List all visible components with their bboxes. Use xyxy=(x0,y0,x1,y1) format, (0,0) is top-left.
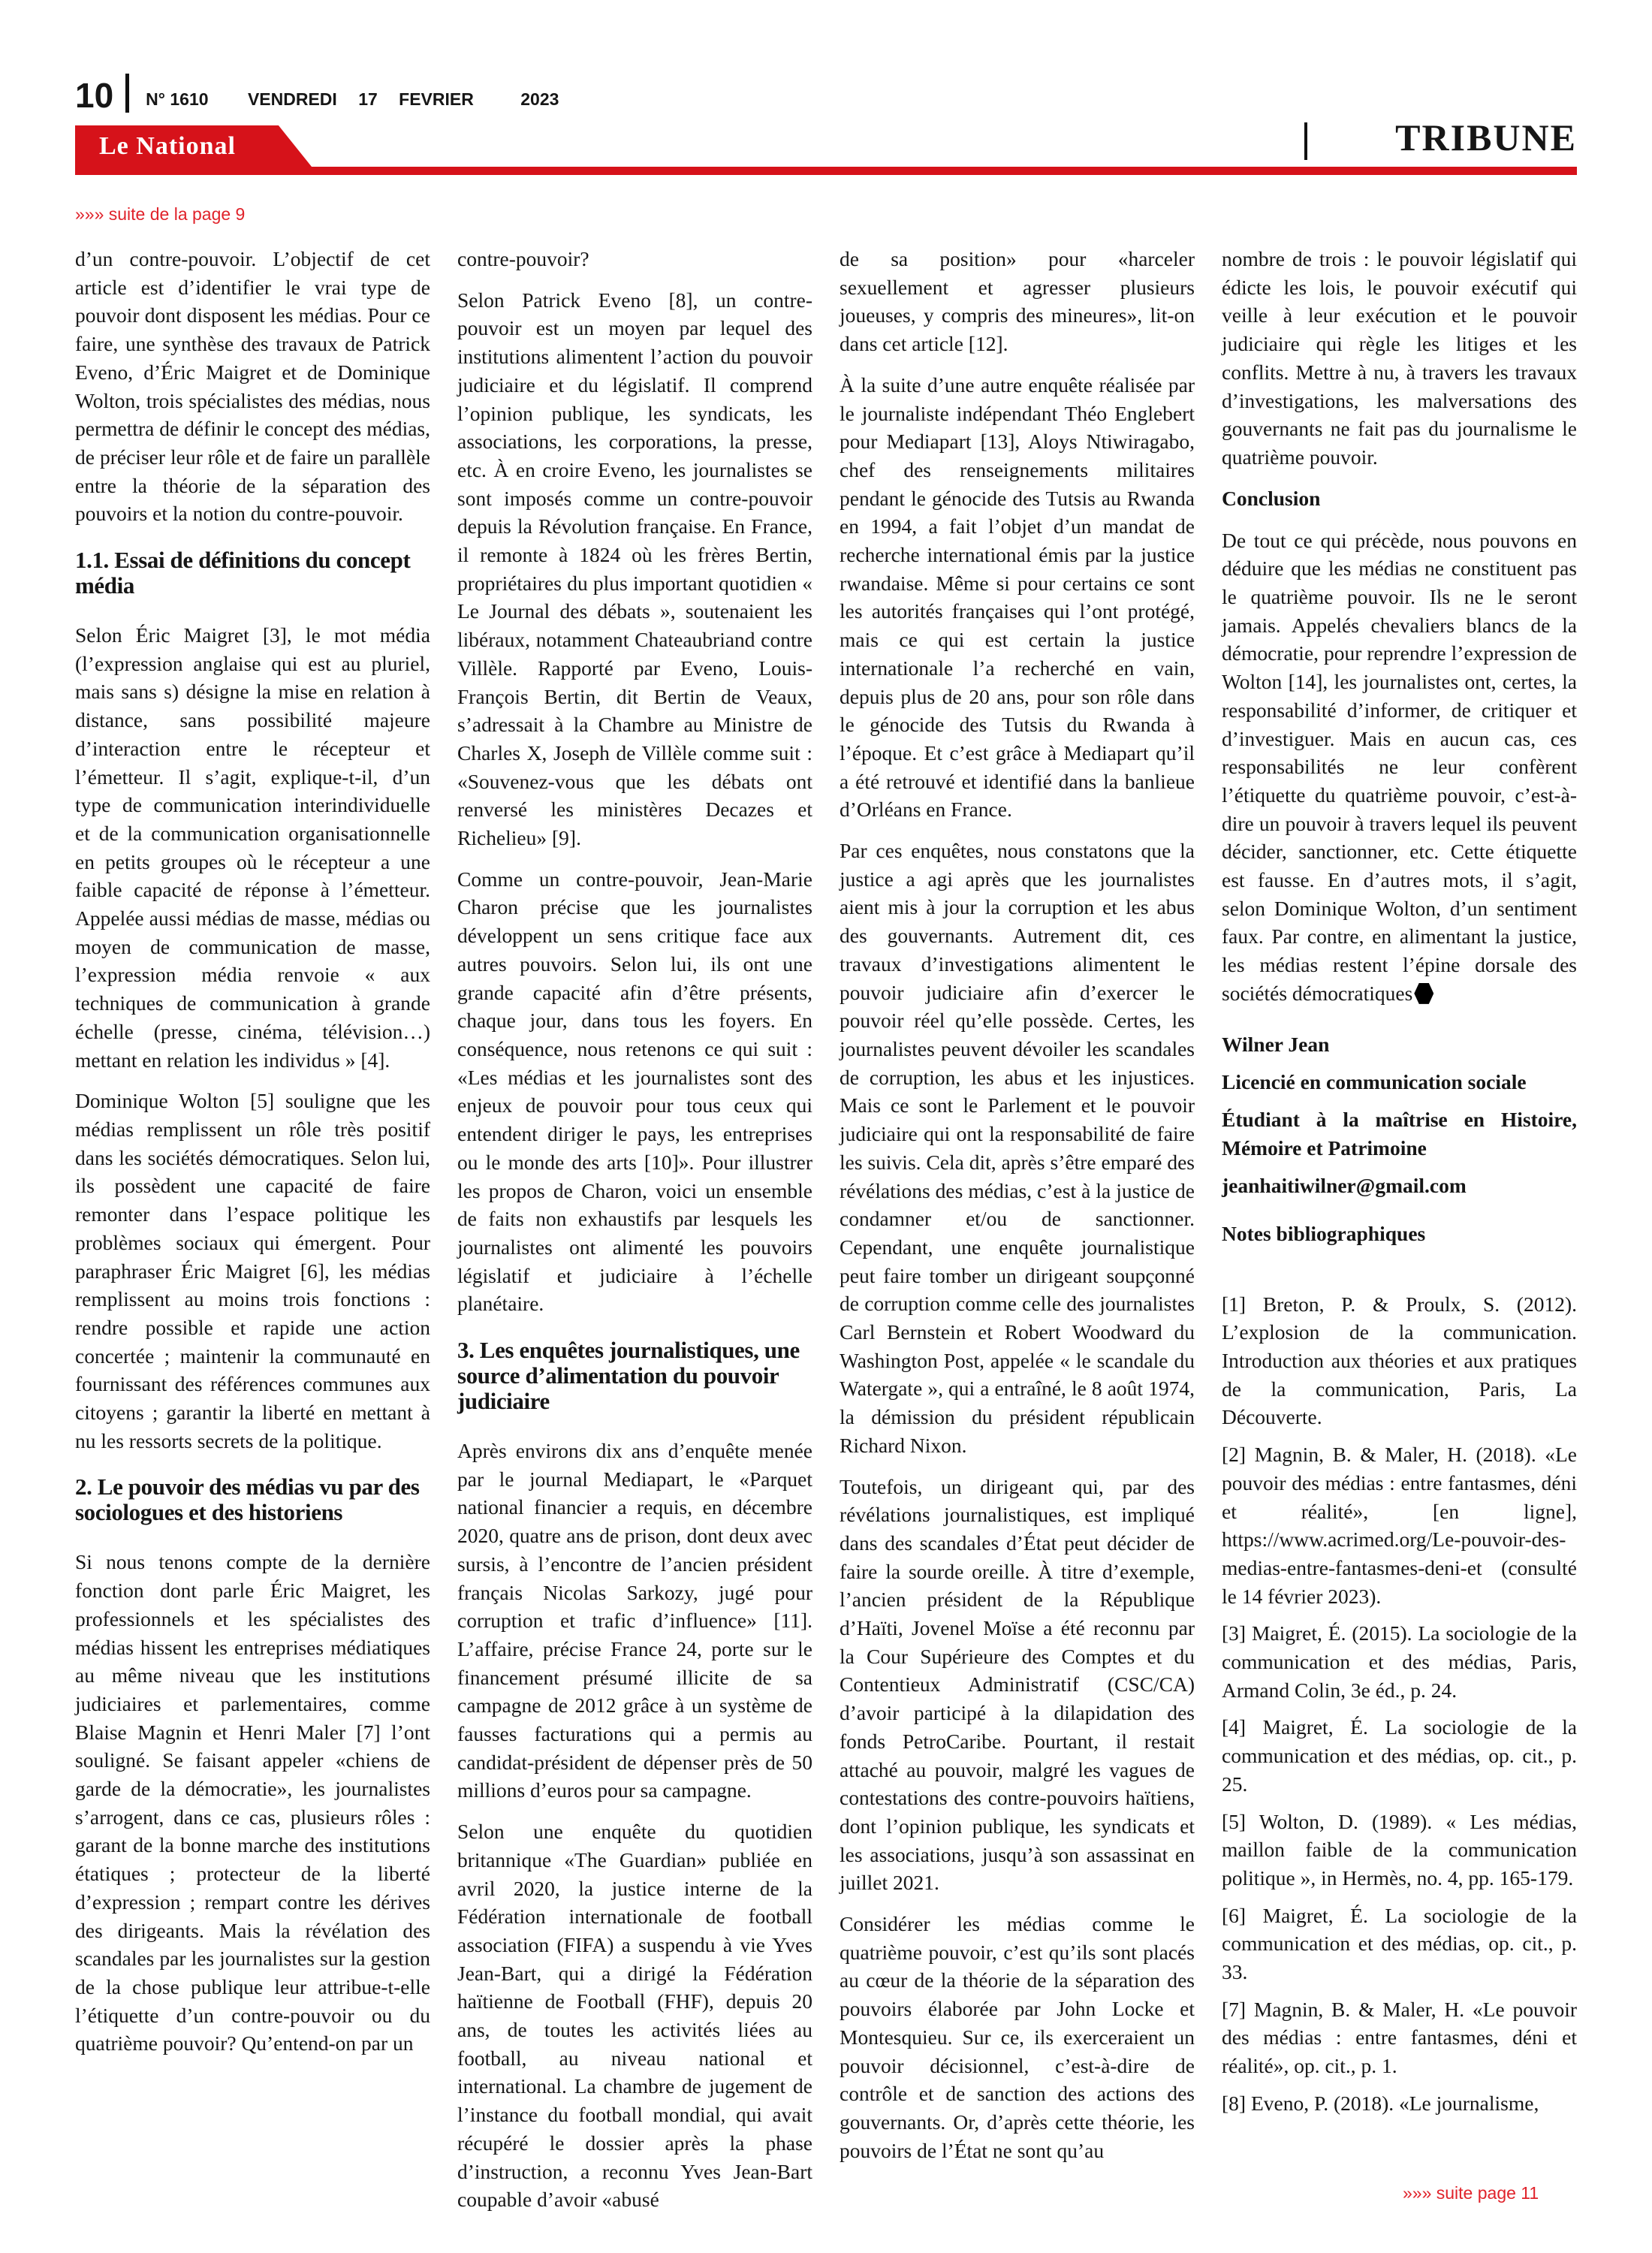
paragraph: À la suite d’une autre enquête réalisée par le journaliste indépendant Théo Englebert pour Mediapart [13], Aloys Ntiwiragabo, chef des renseignements militaires pendant le génocide des Tutsis au Rwanda en 1994, a fait l’objet d’un mandat de recherche international émis par la justice rwandaise. Même si pour certains ce sont les autorités françaises qui l’ont protégé, mais ce qui est certain la justice internationale l’a recherché en vain, depuis plus de 20 ans, pour son rôle dans le génocide des Tutsis du Rwanda à l’époque. Et c’est grâce à Mediapart qu’il a été retrouvé et identifié dans la banlieue d’Orléans en France. xyxy=(840,372,1195,822)
paragraph: Toutefois, un dirigeant qui, par des révélations journalistiques, est impliqué dans des scandales d’État peut décider de faire la sourde oreille. À titre d’exemple, l’ancien président de la République d’Haïti, Jovenel Moïse a été reconnu par la Cour Supérieure des Comptes et du Contentieux Administratif (CSC/CA) d’avoir participé à la dilapidation des fonds PetroCaribe. Pourtant, il restait attaché au pouvoir, malgré les vagues de contestations des contre-pouvoirs haïtiens, dont l’opinion publique, les syndicats et les associations, jusqu’à son assassinat en juillet 2021. xyxy=(840,1474,1195,1895)
paragraph: nombre de trois : le pouvoir législatif qui édicte les lois, le pouvoir exécutif qui veille à leur exécution et le pouvoir judiciaire qui règle les litiges et les conflits. Mettre à nu, à travers les travaux d’investigations, les malversations des gouvernants ne fait pas du journalisme le quatrième pouvoir. xyxy=(1222,247,1577,469)
paragraph: Par ces enquêtes, nous constatons que la justice a agi après que les journalistes aient mis à jour la corruption et les abus des gouvernants. Autrement dit, ces travaux d’investigations alimentent le pouvoir judiciaire afin d’exercer le pouvoir réel qu’elle possède. Certes, les journalistes peuvent dévoiler les scandales de corruption, les abus et les injustices. Mais ce sont le Parlement et le pouvoir judiciaire qui ont la responsabilité de faire les suivis. Cela dit, après s’être emparé des révélations des médias, c’est à la justice de condamner et/ou de sanctionner. Cependant, une enquête journalistique peut faire tomber un dirigeant soupçonné de corruption comme celle des journalistes Carl Bernstein et Robert Woodward du Washington Post, appelée « le scandale du Watergate », qui a entraîné, le 8 août 1974, la démission du président républicain Richard Nixon. xyxy=(840,839,1195,1457)
page-header xyxy=(75,74,559,113)
subheading: 1.1. Essai de définitions du concept média xyxy=(75,547,411,599)
subheading: 2. Le pouvoir des médias vu par des sociologues et des historiens xyxy=(75,1473,420,1526)
note-item: [2] Magnin, B. & Maler, H. (2018). «Le pouvoir des médias : entre fantasmes, déni et réalité», [en ligne], https://www.acrimed.org/Le-pouvoir-des-medias-entre-fantasmes-deni-et (consulté le 14 février 2023). xyxy=(1222,1443,1577,1608)
paragraph: Si nous tenons compte de la dernière fonction dont parle Éric Maigret, les professionnels et les spécialistes des médias hissent les entreprises médiatiques au même niveau que les institutions judiciaires et parlementaires, comme Blaise Magnin et Henri Maler [7] l’ont souligné. Se faisant appeler «chiens de garde de la démocratie», les journalistes s’arrogent, dans ce cas, plusieurs rôles : garant de la bonne marche des institutions étatiques ; protecteur de la liberté d’expression ; rempart contre les dérives des dirigeants. Mais la révélation des scandales par les journalistes sur la gestion de la chose publique leur attribue-t-elle l’étiquette d’un contre-pouvoir ou du quatrième pouvoir? Qu’entend-on par un xyxy=(75,1550,430,2055)
note-item: [8] Eveno, P. (2018). «Le journalisme, xyxy=(1222,2091,1539,2115)
article-column-4 xyxy=(1222,245,1577,2127)
continued-to[interactable]: »»» suite page 11 xyxy=(1403,2183,1539,2203)
notes-list xyxy=(1222,1290,1577,2118)
issue-year: 2023 xyxy=(520,89,559,109)
paragraph: Selon une enquête du quotidien britannique «The Guardian» publiée en avril 2020, la justice interne de la Fédération internationale de football association (FIFA) a suspendu à vie Yves Jean-Bart, qui a dirigé la Fédération haïtienne de Football (FHF), depuis 20 ans, de toutes les activités liées au football, au niveau national et international. La chambre de jugement de l’instance du football mondial, qui avait récupéré le dossier après la phase d’instruction, a reconnu Yves Jean-Bart coupable d’avoir «abusé xyxy=(457,1820,812,2212)
article-column-2 xyxy=(457,245,812,2227)
issue-info xyxy=(146,91,559,113)
section-divider xyxy=(1304,122,1307,160)
author-name: Wilner Jean xyxy=(1222,1032,1330,1056)
section-title: TRIBUNE xyxy=(1395,116,1577,158)
conclusion-text: De tout ce qui précède, nous pouvons en déduire que les médias ne constituent pas le quatrième pouvoir. Ils ne le seront jamais. Appelés chevaliers blancs de la démocratie, pour reprendre l’expression de Wolton [14], les journalistes ont, certes, la responsabilité d’informer, de critiquer et d’investiguer. Mais en aucun cas, ces responsabilités ne leur confèrent l’étiquette du quatrième pouvoir, c’est-à-dire un pouvoir à travers lequel ils peuvent décider, sanctionner, etc. Cette étiquette est fausse. En d’autres mots, il s’agit, selon Dominique Wolton, d’un sentiment faux. Par contre, en alimentant la justice, les médias restent l’épine dorsale des sociétés démocratiques xyxy=(1222,528,1577,1005)
note-item: [1] Breton, P. & Proulx, S. (2012). L’explosion de la communication. Introduction aux théories et aux pratiques de la communication, Paris, La Découverte. xyxy=(1222,1292,1577,1429)
note-item: [3] Maigret, É. (2015). La sociologie de la communication et des médias, Paris, Armand Colin, 3e éd., p. 24. xyxy=(1222,1621,1577,1702)
conclusion-heading: Conclusion xyxy=(1222,486,1321,510)
notes-heading: Notes bibliographiques xyxy=(1222,1221,1426,1245)
note-item: [7] Magnin, B. & Maler, H. «Le pouvoir des médias : entre fantasmes, déni et réalité», op. cit., p. 1. xyxy=(1222,1997,1577,2078)
issue-day: VENDREDI xyxy=(247,89,337,109)
newspaper-name: Le National xyxy=(99,132,236,160)
paragraph: Dominique Wolton [5] souligne que les médias remplissent un rôle très positif dans les sociétés démocratiques. Selon lui, ils possèdent une capacité de faire remonter dans l’espace politique les problèmes sociaux qui émergent. Pour paraphraser Éric Maigret [6], les médias remplissent au moins trois fonctions : rendre possible et rapide une action concertée ; maintenir la communauté en fournissant des références communes aux citoyens ; garantir la liberté en mettant à nu les ressorts secrets de la politique. xyxy=(75,1089,430,1452)
paragraph: Selon Patrick Eveno [8], un contre-pouvoir est un moyen par lequel des institutions alimentent l’action du pouvoir judiciaire et du législatif. Il comprend l’opinion publique, les syndicats, les associations, les corporations, la presse, etc. À en croire Eveno, les journalistes se sont imposés comme un contre-pouvoir depuis la Révolution française. En France, il remonte à 1824 où les frères Bertin, propriétaires du plus important quotidien « Le Journal des débats », soutenaient les libéraux, notamment Chateaubriand contre Villèle. Rapporté par Eveno, Louis-François Bertin, dit Bertin de Veaux, s’adressait à la Chambre au Ministre de Charles X, Joseph de Villèle comme suit : «Souvenez-vous que les débats ont renversé les ministères Decazes et Richelieu» [9]. xyxy=(457,288,812,850)
header-divider xyxy=(125,74,129,113)
end-mark-icon xyxy=(1414,983,1433,1004)
continued-from[interactable]: »»» suite de la page 9 xyxy=(75,204,246,224)
conclusion-paragraph xyxy=(1222,526,1577,1008)
author-signature xyxy=(1222,1030,1577,1200)
note-item: [5] Wolton, D. (1989). « Les médias, maillon faible de la communication politique », in Hermès, no. 4, pp. 165-179. xyxy=(1222,1809,1577,1890)
issue-number: N° 1610 xyxy=(146,89,209,109)
paragraph: d’un contre-pouvoir. L’objectif de cet article est d’identifier le vrai type de pouvoir dont disposent les médias. Pour ce faire, une synthèse des travaux de Patrick Eveno, d’Éric Maigret et de Dominique Wolton, trois spécialistes des médias, nous permettra de définir le concept des médias, de préciser leur rôle et de faire un parallèle entre la théorie de la séparation des pouvoirs et la notion du contre-pouvoir. xyxy=(75,247,430,526)
author-role: Licencié en communication sociale xyxy=(1222,1069,1527,1093)
article-column-3 xyxy=(840,245,1195,2177)
paragraph: Comme un contre-pouvoir, Jean-Marie Charon précise que les journalistes développent un sens critique face aux autres pouvoirs. Selon lui, ils ont une grande capacité afin d’être présents, chaque jour, dans tous les foyers. En conséquence, nous retenons ce qui suit : «Les médias et les journalistes sont des enjeux de pouvoir pour tous ceux qui entendent diriger le pays, les entreprises ou le monde des arts [10]». Pour illustrer les propos de Charon, voici un ensemble de faits non exhaustifs par lesquels les journalistes ont alimenté les pouvoirs législatif et judiciaire à l’échelle planétaire. xyxy=(457,867,812,1316)
article-column-1 xyxy=(75,245,430,2071)
paragraph: contre-pouvoir? xyxy=(457,247,589,270)
note-item: [4] Maigret, É. La sociologie de la communication et des médias, op. cit., p. 25. xyxy=(1222,1715,1577,1796)
issue-month: FEVRIER xyxy=(399,89,474,109)
paragraph: Considérer les médias comme le quatrième pouvoir, c’est qu’ils sont placés au cœur de la théorie de la séparation des pouvoirs élaborée par John Locke et Montesquieu. Sur ce, ils exerceraient un pouvoir décisionnel, c’est-à-dire de contrôle et de sanction des actions des gouvernants. Or, d’après cette théorie, les pouvoirs de l’État ne sont qu’au xyxy=(840,1912,1195,2162)
note-item: [6] Maigret, É. La sociologie de la communication et des médias, op. cit., p. 33. xyxy=(1222,1903,1577,1984)
page-number: 10 xyxy=(75,76,114,115)
author-email[interactable]: jeanhaitiwilner@gmail.com xyxy=(1222,1173,1467,1197)
paragraph: de sa position» pour «harceler sexuellement et agresser plusieurs joueuses, y compris des mineures», lit-on dans cet article [12]. xyxy=(840,247,1195,356)
paragraph: Selon Éric Maigret [3], le mot média (l’expression anglaise qui est au pluriel, mais sans s) désigne la mise en relation à distance, sans possibilité majeure d’interaction entre le récepteur et l’émetteur. Il s’agit, explique-t-il, d’un type de communication interindividuelle et de la communication organisationnelle en petits groupes où le récepteur a une faible capacité de réponse à l’émetteur. Appelée aussi médias de masse, médias ou moyen de communication de masse, l’expression média renvoie « aux techniques de communication à grande échelle (presse, cinéma, télévision…) mettant en relation les individus » [4]. xyxy=(75,623,430,1072)
header-rule xyxy=(75,167,1577,175)
paragraph: Après environs dix ans d’enquête menée par le journal Mediapart, le «Parquet national financier a requis, en décembre 2020, quatre ans de prison, dont deux avec sursis, à l’encontre de l’ancien président français Nicolas Sarkozy, jugé pour corruption et trafic d’influence» [11]. L’affaire, précise France 24, porte sur le financement présumé illicite de sa campagne de 2012 grâce à un système de fausses facturations qui a permis au candidat-président de dépenser près de 50 millions d’euros pour sa campagne. xyxy=(457,1439,812,1802)
author-role: Étudiant à la maîtrise en Histoire, Mémoire et Patrimoine xyxy=(1222,1107,1577,1160)
subheading: 3. Les enquêtes journalistiques, une source d’alimentation du pouvoir judiciaire xyxy=(457,1337,800,1415)
issue-date: 17 xyxy=(358,89,378,109)
